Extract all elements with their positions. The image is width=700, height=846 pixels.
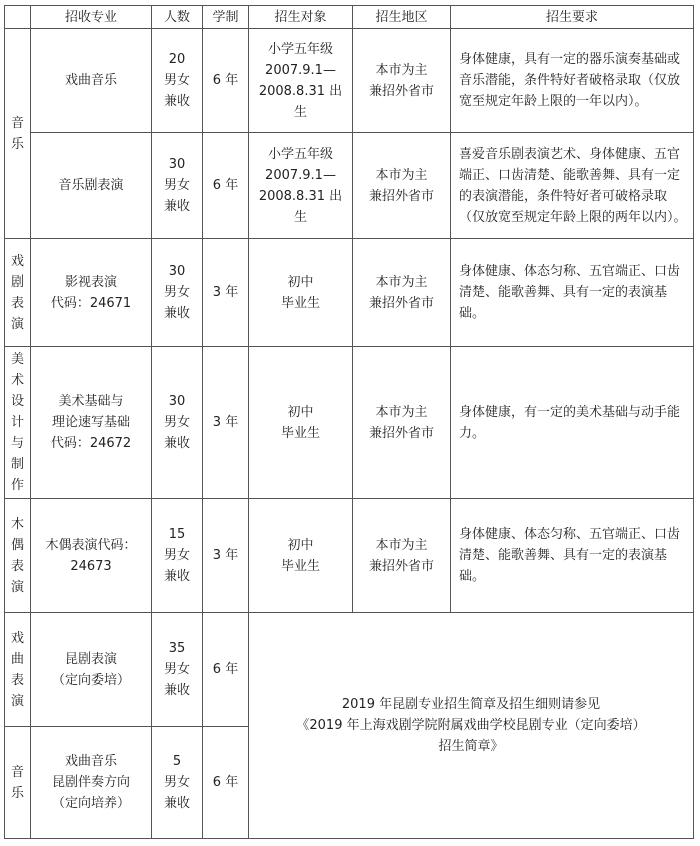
major-cell: 戏曲音乐 昆剧伴奏方向 （定向培养） xyxy=(31,727,152,839)
years-cell: 3 年 xyxy=(203,499,249,613)
table-row xyxy=(5,29,694,133)
count-cell: 15 男女 兼收 xyxy=(152,499,203,613)
target-cell: 小学五年级 2007.9.1— 2008.8.31 出 生 xyxy=(249,29,353,133)
target-cell: 初中 毕业生 xyxy=(249,499,353,613)
years-cell: 6 年 xyxy=(203,29,249,133)
requirements-cell: 身体健康，有一定的美术基础与动手能力。 xyxy=(451,347,694,499)
kunqu-note: 2019 年昆剧专业招生简章及招生细则请参见 《2019 年上海戏剧学院附属戏曲学校昆剧专业（定向委培） 招生简章》 xyxy=(249,613,694,839)
category-cell: 音 乐 xyxy=(5,727,31,839)
years-cell: 6 年 xyxy=(203,613,249,727)
header-cell xyxy=(5,6,31,29)
header-cell: 招生地区 xyxy=(353,6,451,29)
region-cell: 本市为主 兼招外省市 xyxy=(353,347,451,499)
header-row xyxy=(5,6,694,29)
region-cell: 本市为主 兼招外省市 xyxy=(353,239,451,347)
count-cell: 30 男女 兼收 xyxy=(152,133,203,239)
count-cell: 20 男女 兼收 xyxy=(152,29,203,133)
requirements-cell: 身体健康、体态匀称、五官端正、口齿清楚、能歌善舞、具有一定的表演基础。 xyxy=(451,499,694,613)
requirements-cell: 身体健康，具有一定的器乐演奏基础或音乐潜能，条件特好者破格录取（仅放宽至规定年龄上限的一年以内）。 xyxy=(451,29,694,133)
header-cell: 招生要求 xyxy=(451,6,694,29)
count-cell: 5 男女 兼收 xyxy=(152,727,203,839)
major-cell: 昆剧表演 （定向委培） xyxy=(31,613,152,727)
target-cell: 小学五年级 2007.9.1— 2008.8.31 出 生 xyxy=(249,133,353,239)
category-cell: 美 术 设 计 与 制 作 xyxy=(5,347,31,499)
major-cell: 美术基础与 理论速写基础 代码：24672 xyxy=(31,347,152,499)
table-row xyxy=(5,499,694,613)
table-row xyxy=(5,133,694,239)
requirements-cell: 身体健康、体态匀称、五官端正、口齿清楚、能歌善舞、具有一定的表演基础。 xyxy=(451,239,694,347)
major-cell: 影视表演 代码：24671 xyxy=(31,239,152,347)
category-cell: 音 乐 xyxy=(5,29,31,239)
table-row xyxy=(5,347,694,499)
target-cell: 初中 毕业生 xyxy=(249,239,353,347)
region-cell: 本市为主 兼招外省市 xyxy=(353,29,451,133)
category-cell: 木 偶 表 演 xyxy=(5,499,31,613)
count-cell: 35 男女 兼收 xyxy=(152,613,203,727)
category-cell: 戏 剧 表 演 xyxy=(5,239,31,347)
header-cell: 招收专业 xyxy=(31,6,152,29)
category-cell: 戏 曲 表 演 xyxy=(5,613,31,727)
years-cell: 6 年 xyxy=(203,727,249,839)
target-cell: 初中 毕业生 xyxy=(249,347,353,499)
years-cell: 3 年 xyxy=(203,347,249,499)
count-cell: 30 男女 兼收 xyxy=(152,347,203,499)
header-cell: 人数 xyxy=(152,6,203,29)
table-row xyxy=(5,239,694,347)
major-cell: 木偶表演代码： 24673 xyxy=(31,499,152,613)
region-cell: 本市为主 兼招外省市 xyxy=(353,499,451,613)
table-row xyxy=(5,613,694,727)
count-cell: 30 男女 兼收 xyxy=(152,239,203,347)
years-cell: 6 年 xyxy=(203,133,249,239)
admissions-table xyxy=(4,5,694,839)
major-cell: 戏曲音乐 xyxy=(31,29,152,133)
requirements-cell: 喜爱音乐剧表演艺术、身体健康、五官端正、口齿清楚、能歌善舞、具有一定的表演潜能，条件特好者可破格录取（仅放宽至规定年龄上限的两年以内）。 xyxy=(451,133,694,239)
major-cell: 音乐剧表演 xyxy=(31,133,152,239)
header-cell: 招生对象 xyxy=(249,6,353,29)
years-cell: 3 年 xyxy=(203,239,249,347)
region-cell: 本市为主 兼招外省市 xyxy=(353,133,451,239)
header-cell: 学制 xyxy=(203,6,249,29)
